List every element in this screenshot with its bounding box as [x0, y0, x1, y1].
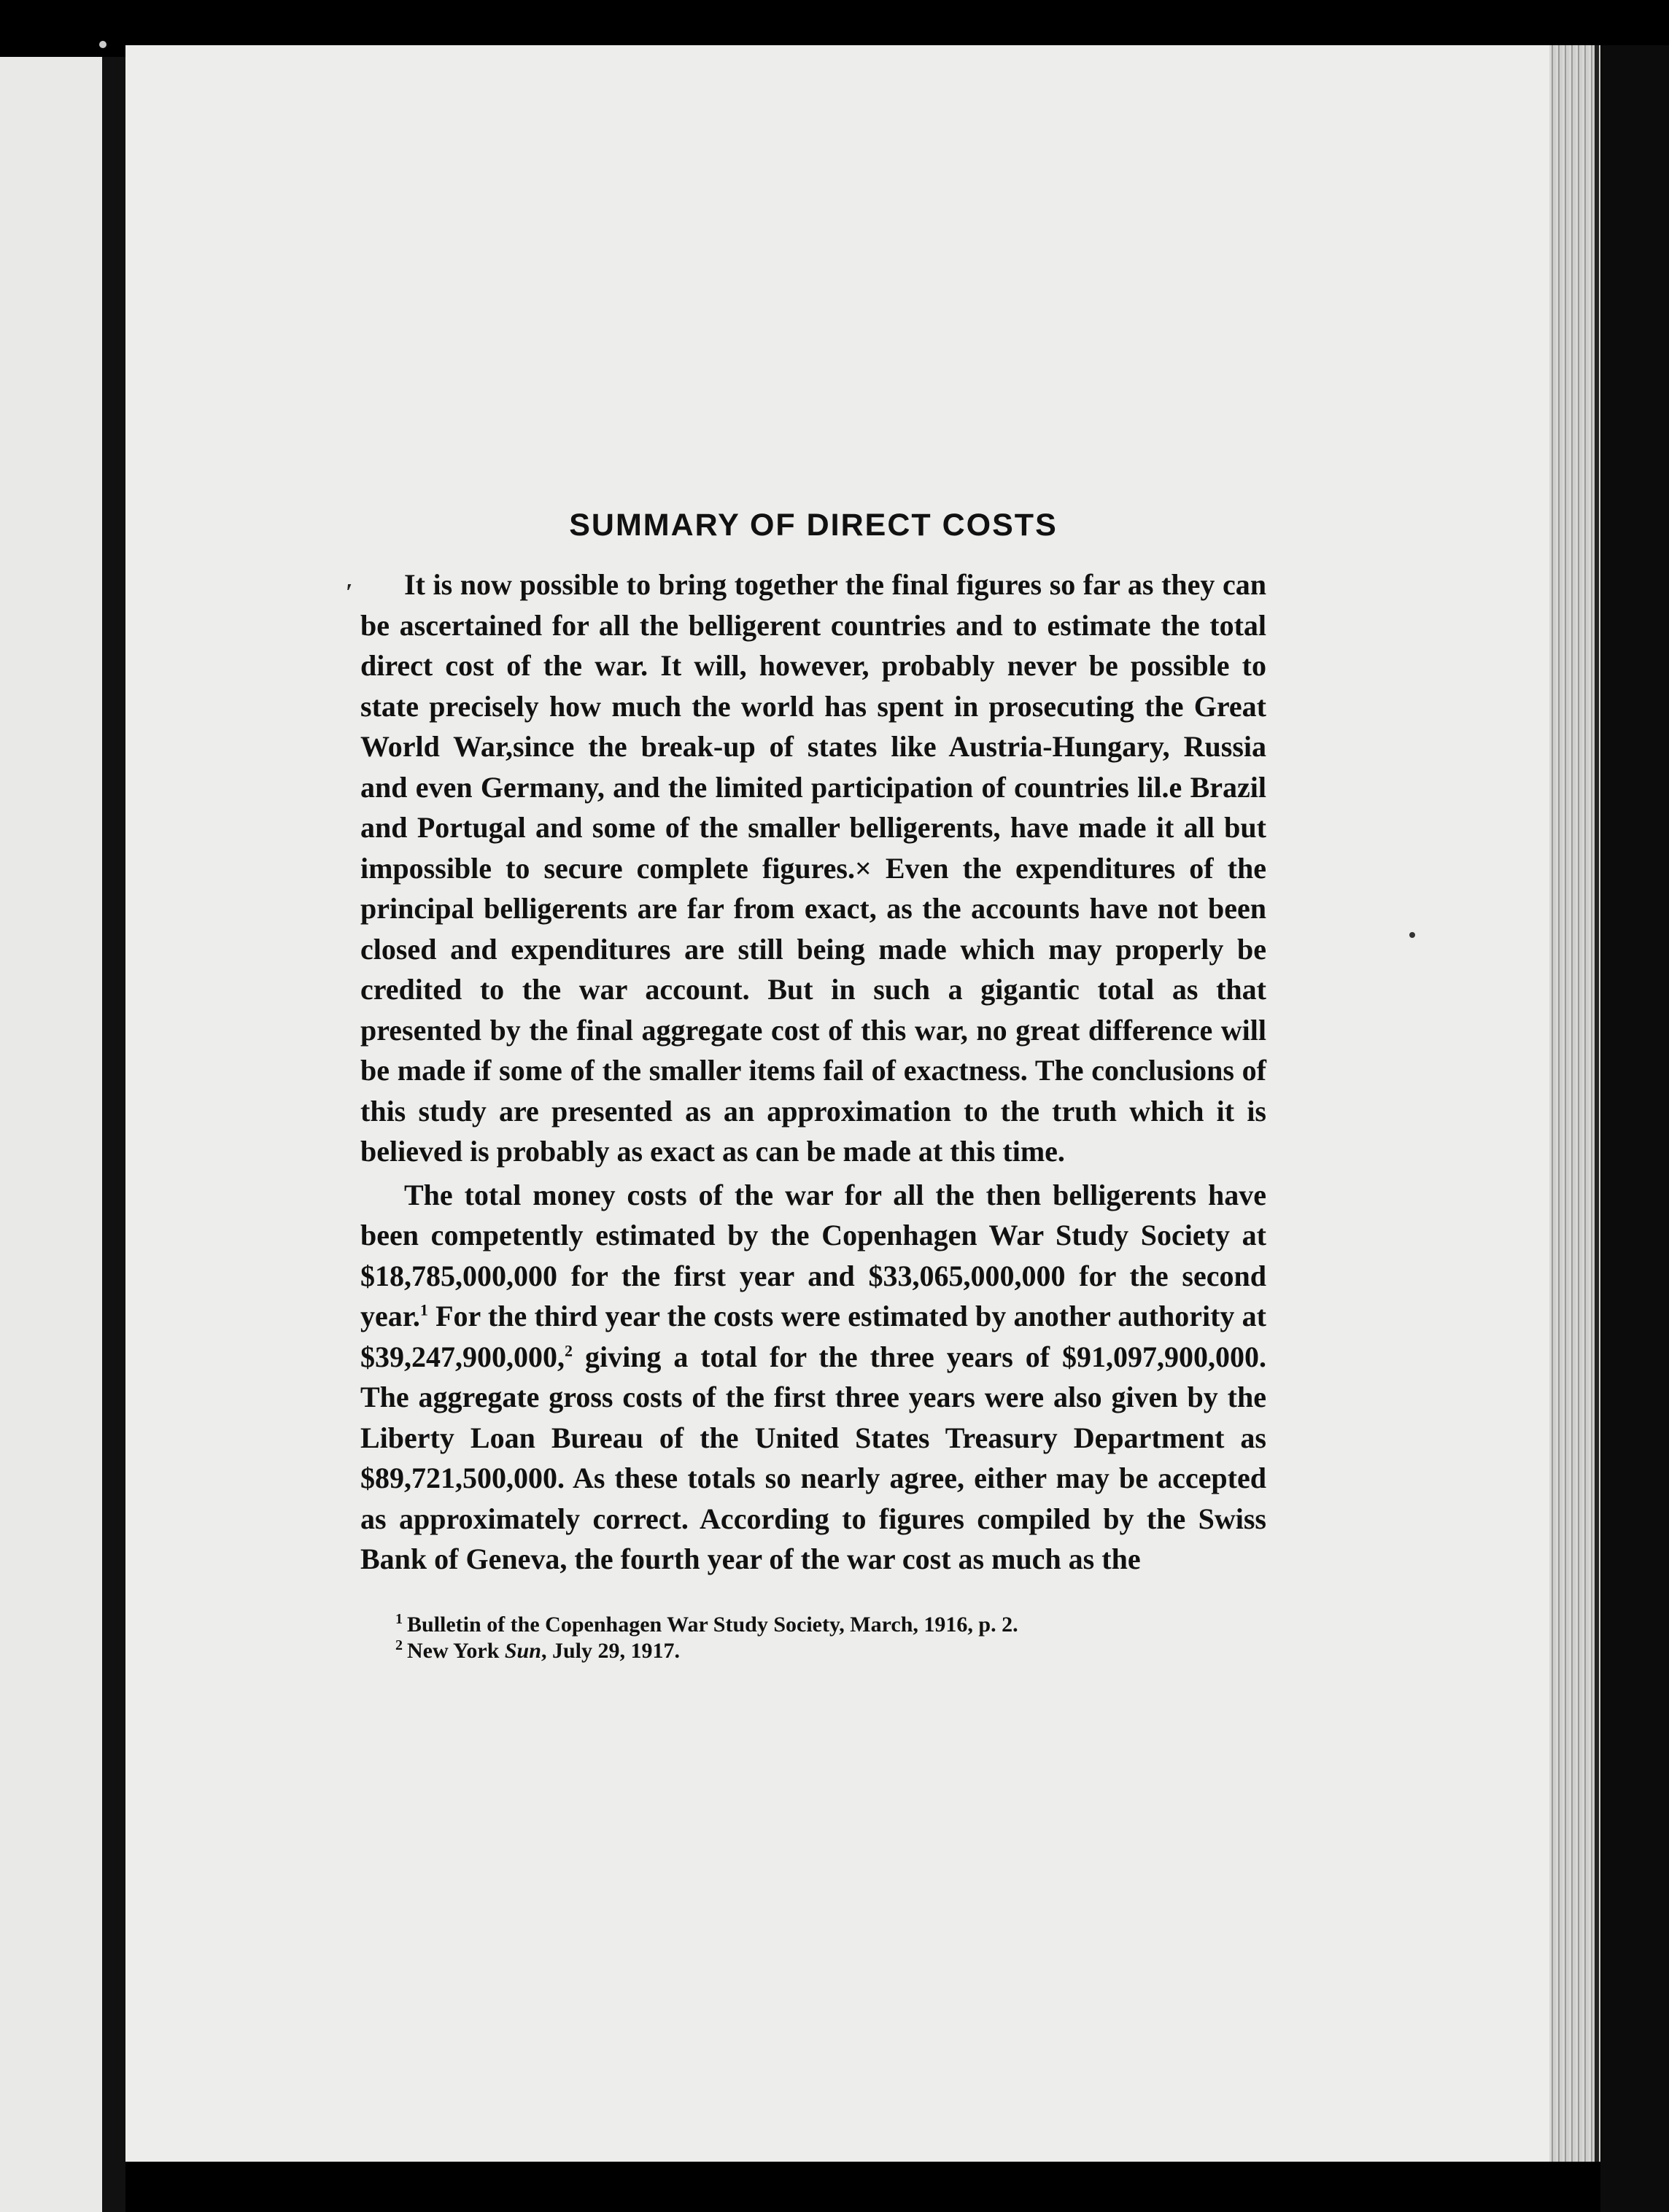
- footnote-ref-2: 2: [565, 1341, 573, 1360]
- scan-speck: [1409, 932, 1415, 938]
- footnotes: [360, 1612, 1266, 1664]
- footnote-1: [395, 1612, 1266, 1638]
- paragraph-2: [360, 1175, 1266, 1580]
- footnote-2-text-after: , July 29, 1917.: [541, 1638, 680, 1663]
- footnote-2-number: 2: [395, 1637, 403, 1653]
- margin-annotation: ′: [346, 579, 353, 606]
- paragraph-2-text-c: giving a total for the three years of $91,097,900,000. The aggregate gross costs of the first three years were also given by the Liberty Loan Bureau of the United States Treasury Department as $89,721,500,000. As these totals so nearly agree, either may be accepted as approximately correct. According to figures compiled by the Swiss Bank of Geneva, the fourth year of the war cost as much as the: [360, 1340, 1266, 1575]
- footnote-1-number: 1: [395, 1610, 403, 1627]
- page-edge-line: [1595, 45, 1599, 2162]
- footnote-2: [395, 1638, 1266, 1664]
- footnote-ref-1: 1: [419, 1300, 428, 1319]
- paragraph-2-text-a: The total money costs of the war for all the then belligerents have been competently estimated by the Copenhagen War Study Society at $18,785,000,000 for the first year and $33,065,000,000 for the second year.: [360, 1178, 1266, 1332]
- page-text: [346, 503, 1266, 1664]
- scan-border-right: [1600, 45, 1669, 2212]
- facing-page-edge: [0, 57, 109, 2212]
- page-title: SUMMARY OF DIRECT COSTS: [569, 508, 1058, 543]
- paragraph-2-text-b: For the third year the costs were estimated by another authority at $39,247,900,000,: [360, 1300, 1266, 1373]
- page-edges: [1549, 45, 1600, 2162]
- footnote-1-text: Bulletin of the Copenhagen War Study Society, March, 1916, p. 2.: [407, 1612, 1018, 1637]
- footnote-2-newspaper: Sun: [504, 1638, 541, 1663]
- paragraph-1: It is now possible to bring together the final figures so far as they can be ascertained for all the belligerent countries and to estimate the total direct cost of the war. It will, however, probably never be possible to state precisely how much the world has spent in prosecuting the Great World War,since the break-up of states like Austria-Hungary, Russia and even Germany, and the limited participation of countries lil.e Brazil and Portugal and some of the smaller belligerents, have made it all but impossible to secure complete figures.× Even the expenditures of the principal belligerents are far from exact, as the accounts have not been closed and expenditures are still being made which may properly be credited to the war account. But in such a gigantic total as that presented by the final aggregate cost of this war, no great difference will be made if some of the smaller items fail of exactness. The conclusions of this study are presented as an approximation to the truth which it is believed is probably as exact as can be made at this time.: [360, 568, 1266, 1168]
- scan-border-bottom: [125, 2162, 1600, 2212]
- scan-speck: [99, 41, 107, 48]
- gutter-shadow: [102, 57, 125, 2212]
- footnote-2-text-before: New York: [407, 1638, 505, 1663]
